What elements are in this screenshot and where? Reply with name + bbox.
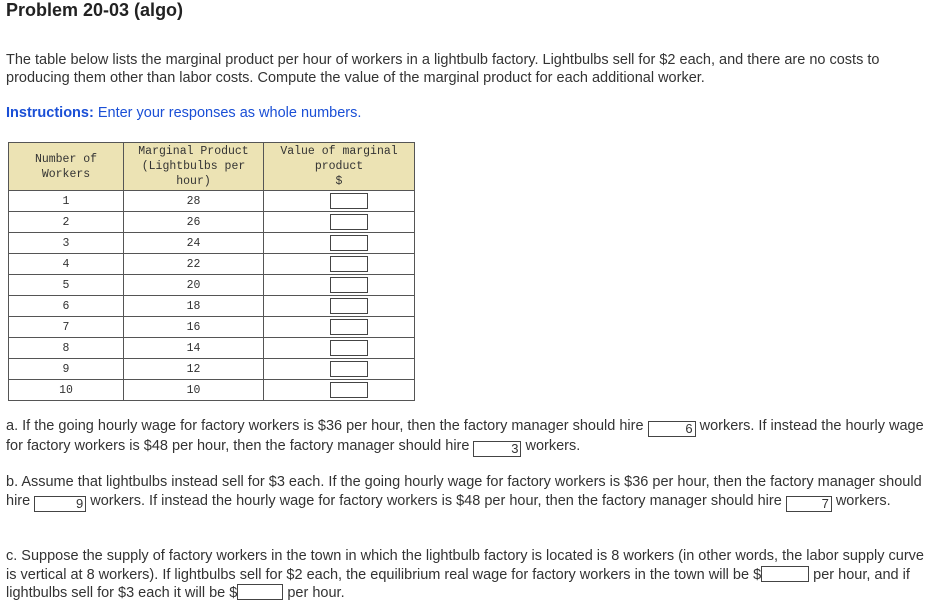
- header-value-of-marginal-product: [264, 143, 415, 191]
- table-row: [9, 296, 415, 317]
- vmp-input[interactable]: [330, 235, 368, 251]
- question-b: [6, 473, 936, 512]
- question-c-text-3: per hour.: [283, 585, 345, 601]
- cell-marginal-product: 28: [124, 191, 264, 212]
- question-a-text-1: a. If the going hourly wage for factory workers is $36 per hour, then the factory manager should hire: [6, 418, 648, 434]
- cell-vmp: [264, 275, 415, 296]
- problem-intro: The table below lists the marginal product per hour of workers in a lightbulb factory. Lightbulbs sell for $2 each, and there are no costs to producing them other than labor costs. Compute the value of the marginal product for each additional worker.: [6, 52, 880, 86]
- question-b-text-1: b. Assume that lightbulbs instead sell for $3 each. If the going hourly wage for factory workers is $36 per hour, then the factory manager should hire: [6, 474, 922, 509]
- cell-vmp: [264, 359, 415, 380]
- cell-vmp: [264, 254, 415, 275]
- cell-marginal-product: 18: [124, 296, 264, 317]
- cell-workers: 2: [9, 212, 124, 233]
- question-a-text-2: workers. If instead the hourly wage for factory workers is $48 per hour, then the factory manager should hire: [6, 418, 924, 454]
- answer-c-wage-at-3[interactable]: [237, 584, 283, 600]
- table-row: [9, 233, 415, 254]
- cell-marginal-product: 20: [124, 275, 264, 296]
- answer-b-wage-48[interactable]: 7: [786, 496, 832, 512]
- cell-workers: 6: [9, 296, 124, 317]
- cell-marginal-product: 26: [124, 212, 264, 233]
- problem-title: Problem 20-03 (algo): [6, 0, 184, 20]
- cell-vmp: [264, 338, 415, 359]
- table-row: [9, 317, 415, 338]
- cell-marginal-product: 22: [124, 254, 264, 275]
- question-a: [6, 417, 936, 457]
- cell-workers: 7: [9, 317, 124, 338]
- cell-vmp: [264, 233, 415, 254]
- cell-vmp: [264, 317, 415, 338]
- instructions-text: Enter your responses as whole numbers.: [93, 105, 362, 121]
- cell-workers: 3: [9, 233, 124, 254]
- cell-workers: 1: [9, 191, 124, 212]
- instructions-label: Instructions:: [6, 105, 94, 121]
- vmp-input[interactable]: [330, 298, 368, 314]
- cell-workers: 4: [9, 254, 124, 275]
- question-b-text-3: workers.: [831, 492, 891, 509]
- cell-marginal-product: 10: [124, 380, 264, 401]
- vmp-input[interactable]: [330, 277, 368, 293]
- cell-vmp: [264, 296, 415, 317]
- cell-marginal-product: 24: [124, 233, 264, 254]
- vmp-input[interactable]: [330, 319, 368, 335]
- question-b-text-2: workers. If instead the hourly wage for factory workers is $48 per hour, then the factory manager should hire: [86, 492, 786, 509]
- vmp-input[interactable]: [330, 193, 368, 209]
- cell-marginal-product: 12: [124, 359, 264, 380]
- table-row: [9, 380, 415, 401]
- answer-c-wage-at-2[interactable]: [761, 566, 809, 582]
- cell-marginal-product: 16: [124, 317, 264, 338]
- vmp-input[interactable]: [330, 340, 368, 356]
- marginal-product-table: [8, 142, 415, 401]
- cell-workers: 8: [9, 338, 124, 359]
- table-row: [9, 254, 415, 275]
- instructions: [6, 105, 361, 121]
- cell-vmp: [264, 191, 415, 212]
- vmp-input[interactable]: [330, 256, 368, 272]
- table-row: [9, 212, 415, 233]
- header-vmp-label: Value of marginal product: [280, 145, 398, 173]
- table-header-row: [9, 143, 415, 191]
- question-c-text-1: c. Suppose the supply of factory workers in the town in which the lightbulb factory is located is 8 workers (in other words, the labor supply curve is vertical at 8 workers). If lightbulbs sell for $2 each, the equilibrium real wage for factory workers in the town will be $: [6, 548, 924, 583]
- vmp-input[interactable]: [330, 361, 368, 377]
- header-marginal-product: Marginal Product (Lightbulbs per hour): [124, 143, 264, 191]
- table-row: [9, 191, 415, 212]
- header-number-of-workers: Number of Workers: [9, 143, 124, 191]
- header-currency: $: [335, 175, 343, 188]
- cell-workers: 5: [9, 275, 124, 296]
- answer-b-wage-36[interactable]: 9: [34, 496, 86, 512]
- cell-vmp: [264, 380, 415, 401]
- answer-a-wage-48[interactable]: 3: [473, 441, 521, 457]
- cell-vmp: [264, 212, 415, 233]
- table-row: [9, 338, 415, 359]
- vmp-input[interactable]: [330, 382, 368, 398]
- cell-workers: 10: [9, 380, 124, 401]
- cell-marginal-product: 14: [124, 338, 264, 359]
- cell-workers: 9: [9, 359, 124, 380]
- answer-a-wage-36[interactable]: 6: [648, 421, 696, 437]
- vmp-input[interactable]: [330, 214, 368, 230]
- question-c: [6, 547, 936, 603]
- table-row: [9, 275, 415, 296]
- question-c-text-2: per hour, and if lightbulbs sell for $3 each it will be $: [6, 566, 910, 601]
- question-a-text-3: workers.: [521, 438, 581, 454]
- table-row: [9, 359, 415, 380]
